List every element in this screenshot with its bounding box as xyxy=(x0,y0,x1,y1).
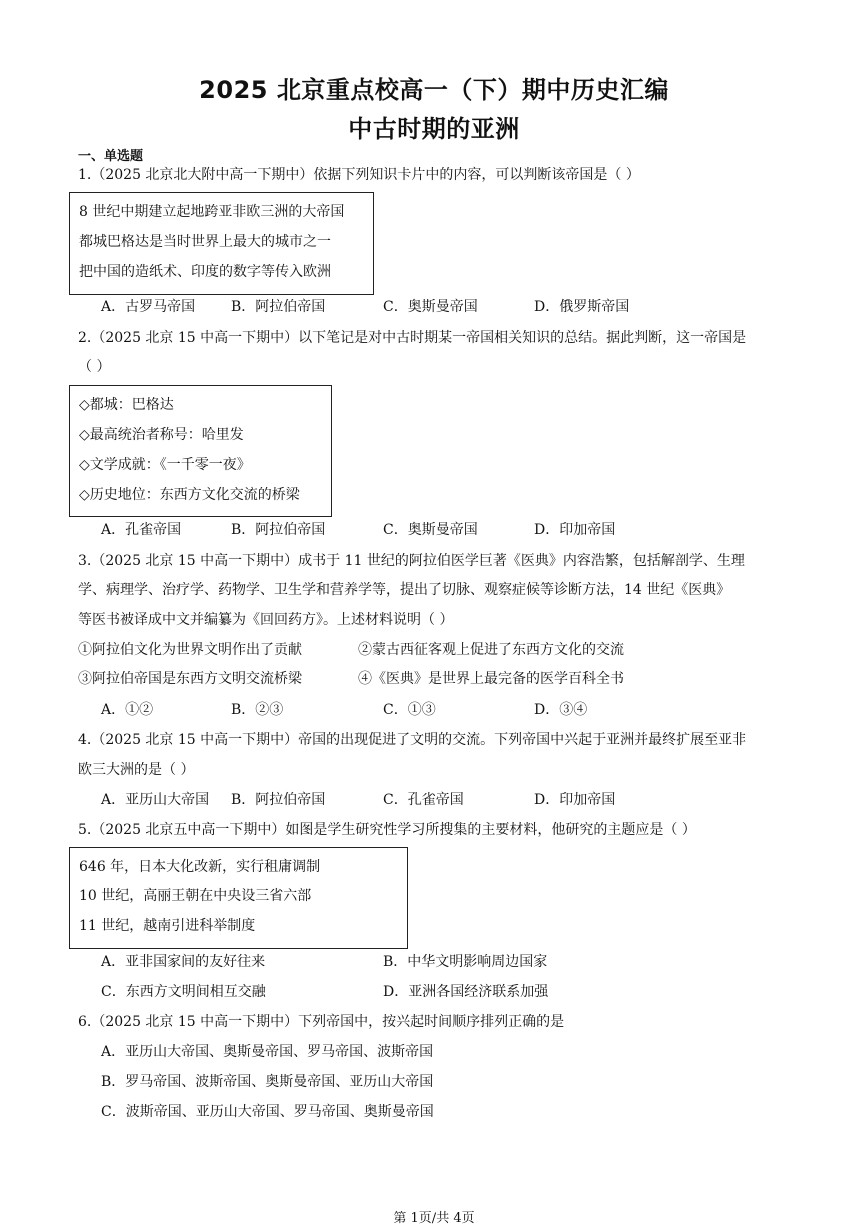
question-5-stem: 5.（2025 北京五中高一下期中）如图是学生研究性学习所搜集的主要材料，他研究的主题应是（ ） xyxy=(78,822,696,838)
card-line: 8 世纪中期建立起地跨亚非欧三洲的大帝国 xyxy=(79,204,345,220)
question-2-stem: 2.（2025 北京 15 中高一下期中）以下笔记是对中古时期某一帝国相关知识的总结。据此判断，这一帝国是 xyxy=(78,330,747,346)
note-line: ◇文学成就：《一千零一夜》 xyxy=(79,457,251,473)
question-4-option-c[interactable]: C．孔雀帝国 xyxy=(383,792,464,808)
question-4-option-a[interactable]: A．亚历山大帝国 xyxy=(101,792,210,808)
question-3-statement-1: ①阿拉伯文化为世界文明作出了贡献 xyxy=(78,642,302,658)
question-4-option-d[interactable]: D．印加帝国 xyxy=(534,792,616,808)
question-2-option-b[interactable]: B．阿拉伯帝国 xyxy=(231,522,326,538)
question-4-option-b[interactable]: B．阿拉伯帝国 xyxy=(231,792,326,808)
card-line: 都城巴格达是当时世界上最大的城市之一 xyxy=(79,234,331,250)
document-title: 2025 北京重点校高一（下）期中历史汇编 xyxy=(199,76,669,104)
question-5-option-a[interactable]: A．亚非国家间的友好往来 xyxy=(101,954,266,970)
material-line: 10 世纪，高丽王朝在中央设三省六部 xyxy=(79,888,312,904)
question-4-stem-cont: 欧三大洲的是（ ） xyxy=(78,762,195,778)
question-1-knowledge-card xyxy=(69,192,374,295)
question-1-option-d[interactable]: D．俄罗斯帝国 xyxy=(534,299,630,315)
question-2-notes-box xyxy=(69,385,332,517)
page-number-footer: 第 1页/共 4页 xyxy=(393,1211,475,1226)
card-line: 把中国的造纸术、印度的数字等传入欧洲 xyxy=(79,264,331,280)
question-3-option-a[interactable]: A．①② xyxy=(101,702,154,718)
note-line: ◇最高统治者称号：哈里发 xyxy=(79,427,244,443)
question-6-option-c[interactable]: C．波斯帝国、亚历山大帝国、罗马帝国、奥斯曼帝国 xyxy=(101,1104,434,1120)
question-6-option-a[interactable]: A．亚历山大帝国、奥斯曼帝国、罗马帝国、波斯帝国 xyxy=(101,1044,434,1060)
question-2-option-d[interactable]: D．印加帝国 xyxy=(534,522,616,538)
question-3-statement-2: ②蒙古西征客观上促进了东西方文化的交流 xyxy=(358,642,624,658)
question-5-materials-box xyxy=(69,847,408,949)
question-3-statement-3: ③阿拉伯帝国是东西方文明交流桥梁 xyxy=(78,671,302,687)
question-1-option-c[interactable]: C．奥斯曼帝国 xyxy=(383,299,478,315)
question-3-option-c[interactable]: C．①③ xyxy=(383,702,436,718)
note-line: ◇历史地位：东西方文化交流的桥梁 xyxy=(79,487,300,503)
question-4-stem: 4.（2025 北京 15 中高一下期中）帝国的出现促进了文明的交流。下列帝国中兴起于亚洲并最终扩展至亚非 xyxy=(78,732,747,748)
question-3-stem-cont: 等医书被译成中文并编纂为《回回药方》。上述材料说明（ ） xyxy=(78,612,454,628)
question-3-option-b[interactable]: B．②③ xyxy=(231,702,284,718)
question-6-stem: 6.（2025 北京 15 中高一下期中）下列帝国中，按兴起时间顺序排列正确的是 xyxy=(78,1014,565,1030)
note-line: ◇都城：巴格达 xyxy=(79,397,174,413)
question-6-option-b[interactable]: B．罗马帝国、波斯帝国、奥斯曼帝国、亚历山大帝国 xyxy=(101,1074,434,1090)
question-3-option-d[interactable]: D．③④ xyxy=(534,702,588,718)
question-1-option-a[interactable]: A．古罗马帝国 xyxy=(101,299,196,315)
question-5-option-d[interactable]: D．亚洲各国经济联系加强 xyxy=(383,984,549,1000)
section-heading: 一、单选题 xyxy=(78,149,144,164)
question-2-option-a[interactable]: A．孔雀帝国 xyxy=(101,522,182,538)
question-3-stem-cont: 学、病理学、治疗学、药物学、卫生学和营养学等，提出了切脉、观察症候等诊断方法，14 世纪《医典》 xyxy=(78,582,731,598)
question-5-option-c[interactable]: C．东西方文明间相互交融 xyxy=(101,984,266,1000)
material-line: 646 年，日本大化改新，实行租庸调制 xyxy=(79,859,321,875)
question-1-option-b[interactable]: B．阿拉伯帝国 xyxy=(231,299,326,315)
document-subtitle: 中古时期的亚洲 xyxy=(348,115,520,143)
question-1-stem: 1.（2025 北京北大附中高一下期中）依据下列知识卡片中的内容，可以判断该帝国是（ ） xyxy=(78,167,640,183)
question-2-stem-cont: （ ） xyxy=(78,359,111,375)
question-3-statement-4: ④《医典》是世界上最完备的医学百科全书 xyxy=(358,671,624,687)
question-3-stem: 3.（2025 北京 15 中高一下期中）成书于 11 世纪的阿拉伯医学巨著《医典》内容浩繁，包括解剖学、生理 xyxy=(78,553,745,569)
question-5-option-b[interactable]: B．中华文明影响周边国家 xyxy=(383,954,548,970)
question-2-option-c[interactable]: C．奥斯曼帝国 xyxy=(383,522,478,538)
material-line: 11 世纪，越南引进科举制度 xyxy=(79,918,256,934)
